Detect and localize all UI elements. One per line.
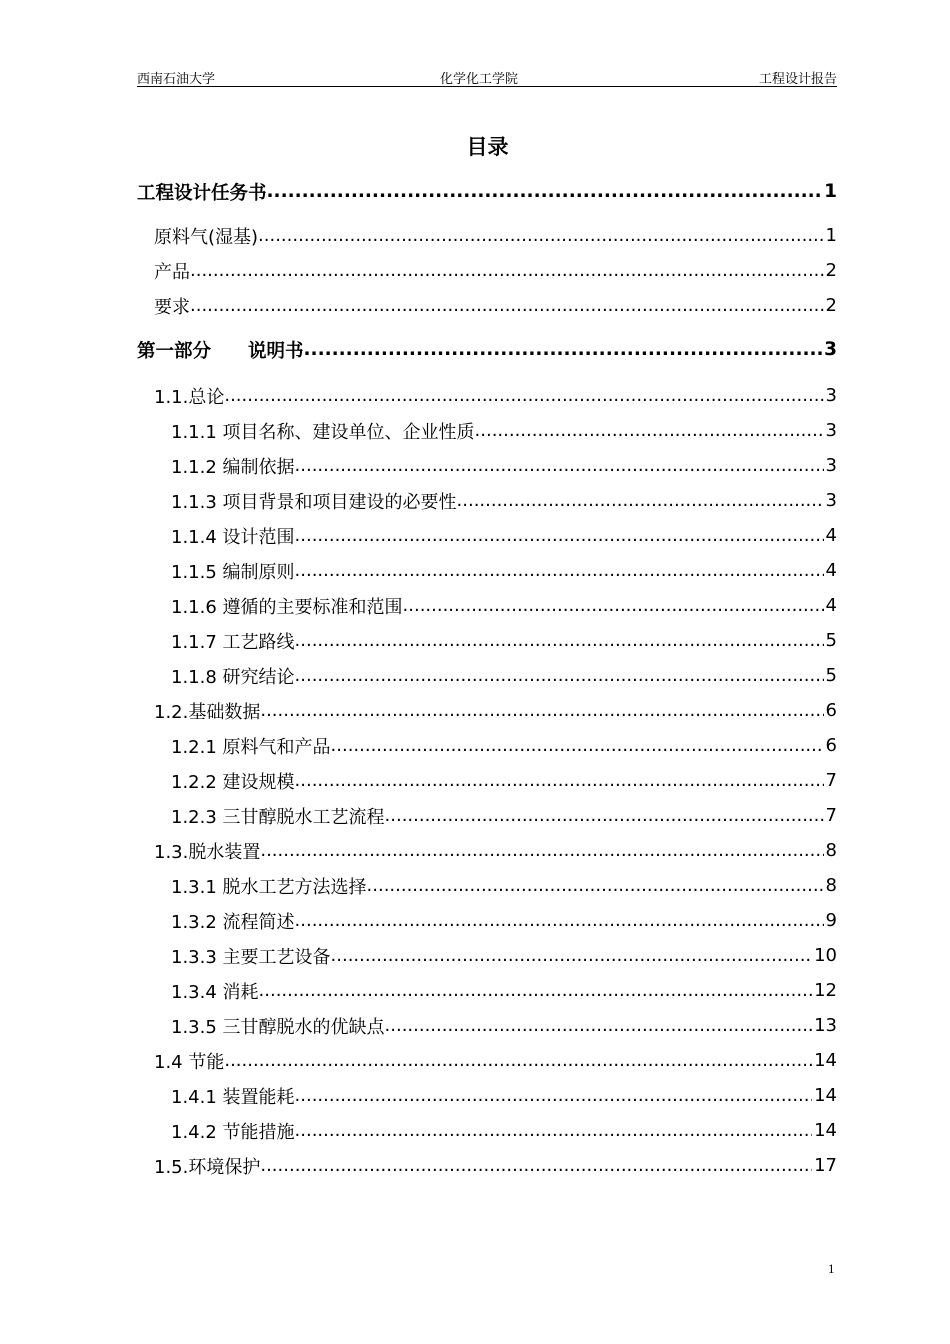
toc-entry-label: 1.3.5 三甘醇脱水的优缺点 bbox=[171, 1016, 385, 1038]
toc-dot-leader bbox=[295, 560, 824, 581]
toc-entry-label: 1.1.6 遵循的主要标准和范围 bbox=[171, 596, 403, 618]
toc-entry-page: 3 bbox=[825, 455, 837, 476]
toc-dot-leader bbox=[295, 455, 824, 476]
toc-entry-page: 1 bbox=[825, 225, 837, 246]
toc-entry-label: 1.3.脱水装置 bbox=[154, 841, 261, 863]
header-college: 化学化工学院 bbox=[440, 72, 519, 87]
toc-dot-leader bbox=[224, 1050, 812, 1071]
toc-entry-label: 工程设计任务书 bbox=[137, 182, 267, 204]
toc-dot-leader bbox=[190, 260, 824, 281]
toc-dot-leader bbox=[295, 630, 824, 651]
toc-dot-leader bbox=[403, 595, 824, 616]
toc-dot-leader bbox=[259, 980, 813, 1001]
toc-dot-leader bbox=[295, 665, 824, 686]
toc-entry[interactable] bbox=[137, 693, 837, 728]
toc-entry[interactable] bbox=[137, 1148, 837, 1183]
toc-entry-page: 4 bbox=[825, 525, 837, 546]
toc-entry-label: 1.2.基础数据 bbox=[154, 701, 261, 723]
toc-entry-page: 7 bbox=[825, 770, 837, 791]
toc-entry-page: 6 bbox=[825, 700, 837, 721]
toc-entry-page: 3 bbox=[825, 490, 837, 511]
toc-entry-page: 3 bbox=[825, 385, 837, 406]
toc-entry-page: 14 bbox=[814, 1085, 837, 1106]
toc-entry-label: 1.1.7 工艺路线 bbox=[171, 631, 295, 653]
toc-entry-label: 1.5.环境保护 bbox=[154, 1156, 261, 1178]
toc-entry-page: 13 bbox=[814, 1015, 837, 1036]
toc-entry[interactable] bbox=[137, 1078, 837, 1113]
toc-entry[interactable] bbox=[137, 868, 837, 903]
toc-dot-leader bbox=[295, 1120, 813, 1141]
toc-entry-page: 1 bbox=[824, 181, 837, 202]
toc-entry[interactable] bbox=[137, 553, 837, 588]
toc-dot-leader bbox=[260, 1155, 812, 1176]
toc-entry[interactable] bbox=[137, 378, 837, 413]
toc-dot-leader bbox=[260, 700, 823, 721]
toc-entry[interactable] bbox=[137, 973, 837, 1008]
toc-entry[interactable] bbox=[137, 332, 837, 367]
toc-entry-label: 1.2.3 三甘醇脱水工艺流程 bbox=[171, 806, 385, 828]
toc-dot-leader bbox=[295, 910, 824, 931]
toc-entry[interactable] bbox=[137, 413, 837, 448]
toc-entry[interactable] bbox=[137, 903, 837, 938]
toc-entry-page: 7 bbox=[825, 805, 837, 826]
toc-entry-label: 1.1.2 编制依据 bbox=[171, 456, 295, 478]
toc-entry-label: 1.3.4 消耗 bbox=[171, 981, 259, 1003]
toc-entry-label: 1.1.8 研究结论 bbox=[171, 666, 295, 688]
toc-dot-leader bbox=[190, 295, 824, 316]
toc-entry-label: 1.3.1 脱水工艺方法选择 bbox=[171, 876, 367, 898]
toc-entry[interactable] bbox=[137, 763, 837, 798]
toc-dot-leader bbox=[457, 490, 824, 511]
toc-entry-label: 产品 bbox=[154, 261, 190, 283]
toc-entry-page: 14 bbox=[814, 1050, 837, 1071]
toc-entry[interactable] bbox=[137, 518, 837, 553]
toc-entry[interactable] bbox=[137, 483, 837, 518]
toc-entry[interactable] bbox=[137, 938, 837, 973]
toc-entry[interactable] bbox=[137, 798, 837, 833]
toc-dot-leader bbox=[295, 1085, 813, 1106]
toc-entry-label: 1.3.2 流程简述 bbox=[171, 911, 295, 933]
toc-entry[interactable] bbox=[137, 448, 837, 483]
toc-dot-leader bbox=[295, 770, 824, 791]
toc-entry-label: 1.4.2 节能措施 bbox=[171, 1121, 295, 1143]
toc-entry[interactable] bbox=[137, 588, 837, 623]
toc-entry-page: 3 bbox=[825, 420, 837, 441]
page-number: 1 bbox=[828, 1261, 835, 1276]
toc-entry-label: 1.1.3 项目背景和项目建设的必要性 bbox=[171, 491, 457, 513]
toc-entry-label: 1.2.1 原料气和产品 bbox=[171, 736, 331, 758]
toc-entry[interactable] bbox=[137, 833, 837, 868]
toc-entry-label: 原料气(湿基) bbox=[154, 226, 259, 248]
toc-entry[interactable] bbox=[137, 174, 837, 209]
toc-entry-label: 1.2.2 建设规模 bbox=[171, 771, 295, 793]
toc-dot-leader bbox=[475, 420, 824, 441]
toc-entry[interactable] bbox=[137, 1113, 837, 1148]
toc-entry-label: 1.4 节能 bbox=[154, 1051, 225, 1073]
toc-entry-label: 要求 bbox=[154, 296, 190, 318]
toc-dot-leader bbox=[331, 945, 813, 966]
toc-entry-page: 4 bbox=[825, 595, 837, 616]
toc-entry-page: 2 bbox=[825, 260, 837, 281]
toc-entry-page: 17 bbox=[814, 1155, 837, 1176]
toc-entry-page: 14 bbox=[814, 1120, 837, 1141]
toc-entry-page: 10 bbox=[814, 945, 837, 966]
toc-dot-leader bbox=[260, 840, 823, 861]
toc-entry[interactable] bbox=[137, 658, 837, 693]
toc-dot-leader bbox=[385, 805, 824, 826]
toc-dot-leader bbox=[304, 339, 823, 360]
toc-entry-page: 2 bbox=[825, 295, 837, 316]
toc-entry[interactable] bbox=[137, 623, 837, 658]
toc-dot-leader bbox=[267, 181, 823, 202]
toc-entry-page: 5 bbox=[825, 630, 837, 651]
toc-dot-leader bbox=[224, 385, 823, 406]
toc-entry-label: 1.4.1 装置能耗 bbox=[171, 1086, 295, 1108]
toc-entry[interactable] bbox=[137, 728, 837, 763]
toc-entry-label: 1.1.5 编制原则 bbox=[171, 561, 295, 583]
page-header bbox=[137, 66, 837, 87]
toc-entry-label: 1.1.1 项目名称、建设单位、企业性质 bbox=[171, 421, 475, 443]
toc-entry[interactable] bbox=[137, 1043, 837, 1078]
toc-entry-page: 5 bbox=[825, 665, 837, 686]
toc-dot-leader bbox=[295, 525, 824, 546]
toc-entry-label: 第一部分 说明书 bbox=[137, 340, 304, 362]
toc-entry[interactable] bbox=[137, 253, 837, 288]
toc-entry[interactable] bbox=[137, 288, 837, 323]
toc-entry-page: 12 bbox=[814, 980, 837, 1001]
toc-dot-leader bbox=[385, 1015, 813, 1036]
header-report-type: 工程设计报告 bbox=[758, 72, 837, 87]
header-university: 西南石油大学 bbox=[137, 72, 216, 87]
toc-entry[interactable] bbox=[137, 1008, 837, 1043]
toc-entry[interactable] bbox=[137, 218, 837, 253]
toc-entry-label: 1.1.4 设计范围 bbox=[171, 526, 295, 548]
toc-entry-page: 6 bbox=[825, 735, 837, 756]
toc-entry-page: 8 bbox=[825, 840, 837, 861]
toc-entry-label: 1.3.3 主要工艺设备 bbox=[171, 946, 331, 968]
toc-entry-label: 1.1.总论 bbox=[154, 386, 225, 408]
toc-entry-page: 3 bbox=[824, 339, 837, 360]
toc-entry-page: 8 bbox=[825, 875, 837, 896]
toc-entry-page: 9 bbox=[825, 910, 837, 931]
toc-dot-leader bbox=[367, 875, 824, 896]
toc-dot-leader bbox=[258, 225, 824, 246]
toc-dot-leader bbox=[331, 735, 824, 756]
toc-entry-page: 4 bbox=[825, 560, 837, 581]
toc-title: 目录 bbox=[466, 135, 509, 159]
